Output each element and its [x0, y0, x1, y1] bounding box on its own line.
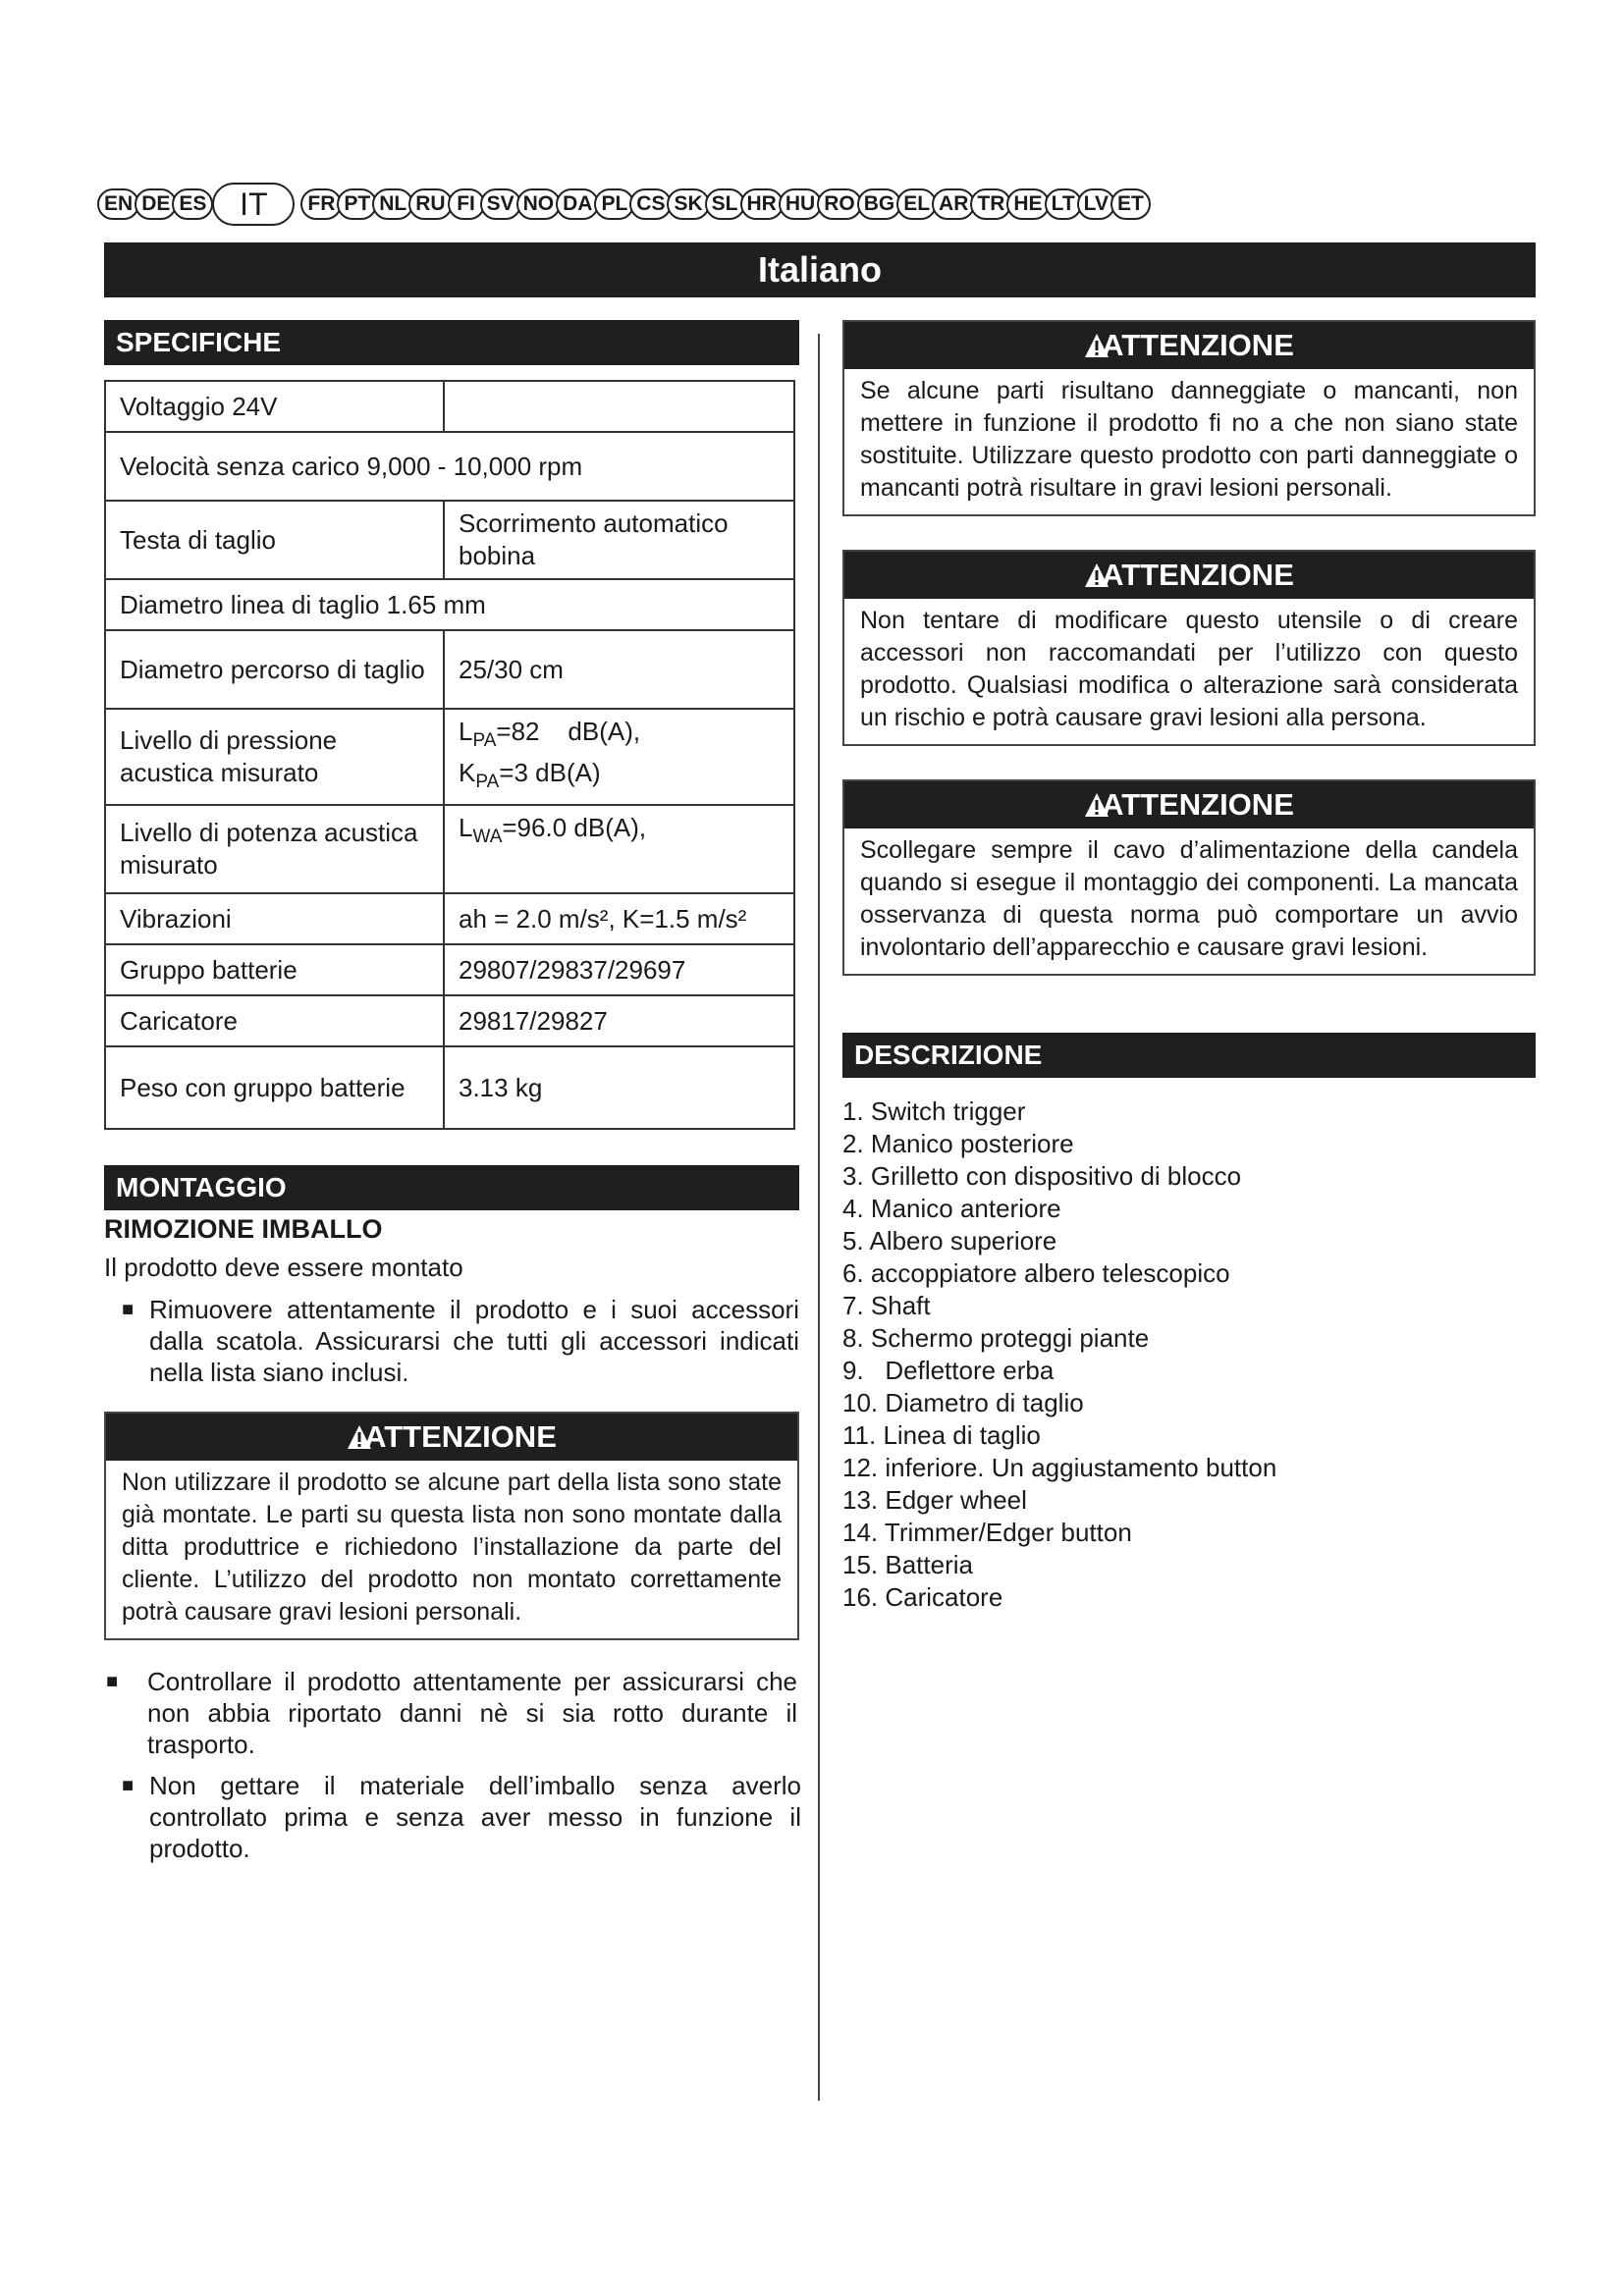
list-item: 7. Shaft	[842, 1291, 931, 1320]
value-rest: =3 dB(A)	[499, 758, 601, 788]
lang-tr[interactable]: TR	[970, 188, 1011, 220]
spec-value: 29807/29837/29697	[444, 944, 794, 995]
warning-box	[104, 1412, 799, 1640]
value-subscript: PA	[475, 772, 500, 793]
page-title: Italiano	[104, 242, 1536, 297]
table-row	[105, 1046, 794, 1129]
left-column	[104, 320, 799, 1864]
warning-title: ATTENZIONE	[1102, 558, 1294, 592]
list-item: 6. accoppiatore albero telescopico	[842, 1258, 1230, 1288]
lang-et[interactable]: ET	[1110, 188, 1151, 220]
lang-fr[interactable]: FR	[300, 188, 342, 220]
spec-key: Testa di taglio	[105, 501, 444, 579]
list-item	[122, 1294, 799, 1388]
specs-heading: SPECIFICHE	[104, 320, 799, 365]
value-main: K	[459, 758, 476, 788]
spec-key: Diametro percorso di taglio	[105, 630, 444, 709]
table-row	[105, 709, 794, 805]
language-bar	[97, 185, 1537, 224]
warning-box	[842, 779, 1536, 976]
descrizione-heading: DESCRIZIONE	[842, 1033, 1536, 1078]
list-item: 3. Grilletto con dispositivo di blocco	[842, 1161, 1242, 1191]
spec-value: 25/30 cm	[444, 630, 794, 709]
table-row	[105, 501, 794, 579]
lang-fi[interactable]: FI	[448, 188, 485, 220]
list-item: 5. Albero superiore	[842, 1226, 1057, 1255]
table-row	[105, 630, 794, 709]
table-row	[105, 432, 794, 501]
list-item: 14. Trimmer/Edger button	[842, 1518, 1132, 1547]
table-row	[105, 381, 794, 432]
value-rest: =96.0 dB(A),	[502, 813, 647, 843]
lang-it-active[interactable]: IT	[212, 183, 295, 226]
list-item: 9. Deflettore erba	[842, 1356, 1055, 1385]
list-item: 11. Linea di taglio	[842, 1420, 1041, 1450]
value-main: L	[459, 717, 473, 746]
lang-lt[interactable]: LT	[1045, 188, 1082, 220]
lang-sk[interactable]: SK	[667, 188, 709, 220]
list-item	[106, 1666, 797, 1760]
lang-he[interactable]: HE	[1006, 188, 1049, 220]
lang-sl[interactable]: SL	[705, 188, 745, 220]
warning-body: Non tentare di modificare questo utensile o di creare accessori non raccomandati per l’utilizzo con questo prodotto. Qualsiasi modifica o alterazione sarà considerata un rischio e potrà causare gravi lesioni alla persona.	[860, 607, 1518, 731]
parts-list	[842, 1095, 1536, 1614]
lang-hr[interactable]: HR	[740, 188, 784, 220]
table-row	[105, 995, 794, 1046]
rimozione-imballo-subheading: RIMOZIONE IMBALLO	[104, 1214, 383, 1245]
bullet-text: Non gettare il materiale dell’imballo senza averlo controllato prima e senza aver messo in funzione il prodotto.	[149, 1771, 801, 1864]
montaggio-intro: Il prodotto deve essere montato	[104, 1253, 463, 1283]
list-item: 13. Edger wheel	[842, 1485, 1027, 1515]
spec-key: Peso con gruppo batterie	[105, 1046, 444, 1129]
spec-key: Voltaggio 24V	[105, 381, 444, 432]
warning-header	[844, 781, 1534, 828]
lang-de[interactable]: DE	[135, 188, 177, 220]
warning-title: ATTENZIONE	[1102, 328, 1294, 362]
lang-hu[interactable]: HU	[779, 188, 822, 220]
spec-key: Gruppo batterie	[105, 944, 444, 995]
lang-cs[interactable]: CS	[629, 188, 672, 220]
spec-key: Diametro linea di taglio 1.65 mm	[105, 579, 794, 630]
list-item: 1. Switch trigger	[842, 1096, 1026, 1126]
list-item	[122, 1770, 801, 1864]
warning-body: Non utilizzare il prodotto se alcune part della lista sono state già montate. Le parti su questa lista non sono montate dalla ditta produttrice e richiedono l’installazione da parte del cliente. L’utilizzo del prodotto non montato correttamente potrà causare gravi lesioni personali.	[122, 1468, 782, 1627]
lang-el[interactable]: EL	[896, 188, 937, 220]
lang-ar[interactable]: AR	[932, 188, 975, 220]
spec-value	[444, 381, 794, 432]
value-subscript: WA	[472, 827, 503, 848]
right-column	[842, 320, 1536, 1614]
lang-no[interactable]: NO	[516, 188, 562, 220]
lang-bg[interactable]: BG	[857, 188, 902, 220]
spec-key: Livello di pressione acustica misurato	[105, 709, 444, 805]
spec-value: ah = 2.0 m/s², K=1.5 m/s²	[444, 893, 794, 944]
spec-value: 29817/29827	[444, 995, 794, 1046]
column-divider	[818, 334, 820, 2101]
warning-header	[844, 552, 1534, 599]
table-row	[105, 579, 794, 630]
spec-key: Vibrazioni	[105, 893, 444, 944]
warning-title: ATTENZIONE	[1102, 787, 1294, 822]
bullet-text: Rimuovere attentamente il prodotto e i suoi accessori dalla scatola. Assicurarsi che tutti gli accessori indicati nella lista siano inclusi.	[149, 1295, 799, 1388]
lang-pl[interactable]: PL	[594, 188, 634, 220]
spec-value: Scorrimento automatico bobina	[444, 501, 794, 579]
spec-key: Livello di potenza acustica misurato	[105, 805, 444, 893]
list-item: 2. Manico posteriore	[842, 1129, 1074, 1158]
list-item: 15. Batteria	[842, 1550, 973, 1579]
table-row	[105, 944, 794, 995]
lang-sv[interactable]: SV	[480, 188, 521, 220]
spec-value: 3.13 kg	[444, 1046, 794, 1129]
value-subscript: PA	[472, 730, 497, 752]
list-item: 12. inferiore. Un aggiustamento button	[842, 1453, 1277, 1482]
lang-ro[interactable]: RO	[817, 188, 862, 220]
warning-header	[844, 322, 1534, 369]
warning-body: Scollegare sempre il cavo d’alimentazione della candela quando si esegue il montaggio dei componenti. La mancata osservanza di questa norma può comportare un avvio involontario dell’apparecchio e causare gravi lesioni.	[860, 836, 1518, 961]
bullet-square-icon: ■	[122, 1775, 135, 1797]
lang-nl[interactable]: NL	[372, 188, 413, 220]
list-item: 4. Manico anteriore	[842, 1194, 1061, 1223]
table-row	[105, 805, 794, 893]
lang-pt[interactable]: PT	[337, 188, 377, 220]
table-row	[105, 893, 794, 944]
specs-table	[104, 380, 795, 1130]
spec-value	[444, 709, 794, 805]
warning-box	[842, 320, 1536, 516]
value-main: L	[459, 813, 473, 843]
warning-header	[106, 1414, 797, 1461]
lang-en[interactable]: EN	[97, 188, 139, 220]
list-item: 10. Diametro di taglio	[842, 1388, 1084, 1417]
list-item: 8. Schermo proteggi piante	[842, 1323, 1150, 1353]
bullet-square-icon: ■	[122, 1299, 135, 1321]
montaggio-heading: MONTAGGIO	[104, 1165, 799, 1210]
value-rest: =82 dB(A),	[496, 717, 641, 746]
spec-key: Caricatore	[105, 995, 444, 1046]
spec-value	[444, 805, 794, 893]
bullet-text: Controllare il prodotto attentamente per assicurarsi che non abbia riportato danni nè si sia rotto durante il trasporto.	[147, 1667, 797, 1760]
warning-body: Se alcune parti risultano danneggiate o mancanti, non mettere in funzione il prodotto fi no a che non siano state sostituite. Utilizzare questo prodotto con parti danneggiate o mancanti potrà risultare in gravi lesioni personali.	[860, 377, 1518, 502]
bullet-square-icon: ■	[106, 1671, 119, 1693]
lang-da[interactable]: DA	[556, 188, 599, 220]
warning-box	[842, 550, 1536, 746]
spec-key: Velocità senza carico 9,000 - 10,000 rpm	[105, 432, 794, 501]
warning-title: ATTENZIONE	[364, 1419, 557, 1455]
lang-es[interactable]: ES	[172, 188, 213, 220]
lang-ru[interactable]: RU	[408, 188, 452, 220]
list-item: 16. Caricatore	[842, 1582, 1003, 1612]
lang-lv[interactable]: LV	[1077, 188, 1115, 220]
